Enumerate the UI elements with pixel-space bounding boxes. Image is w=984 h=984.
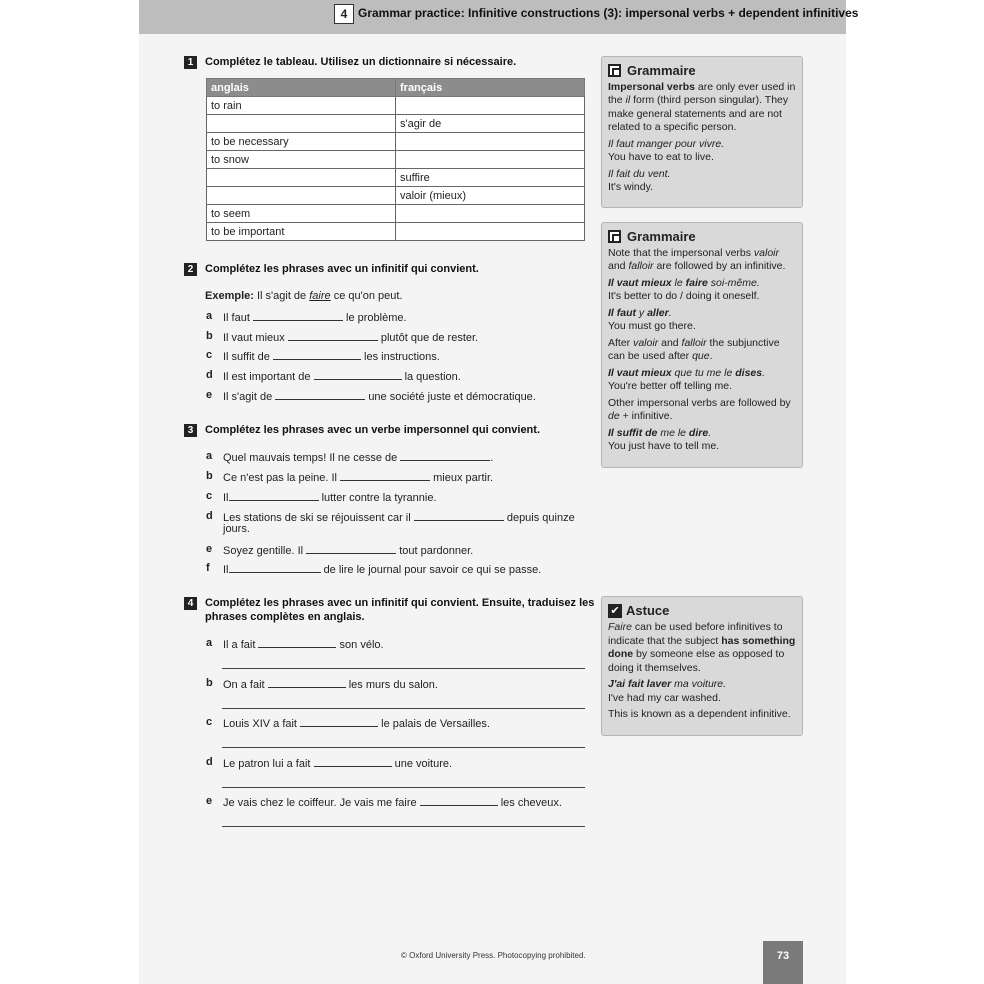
grammar-box-valoir-falloir — [601, 222, 803, 468]
text-fragment: ma voiture. — [671, 678, 727, 690]
grammar-box-impersonal — [601, 56, 803, 208]
exercise-3-number: 3 — [184, 424, 197, 437]
grammar-text — [608, 397, 796, 424]
table-cell[interactable]: to rain — [207, 97, 396, 115]
italic-term: il — [625, 94, 631, 106]
item-text: . — [490, 452, 494, 464]
item-text: Il s'agit de — [223, 391, 273, 403]
astuce-box-header — [608, 604, 796, 618]
answer-blank[interactable] — [420, 795, 498, 806]
item-letter: c — [206, 716, 213, 728]
item-text: Ce n'est pas la peine. Il — [223, 472, 338, 484]
example-english: You have to eat to live. — [608, 151, 714, 163]
bold-term: Impersonal verbs — [608, 80, 695, 93]
item-text: les instructions. — [364, 351, 440, 363]
text-fragment: que tu me le — [671, 366, 736, 379]
translation-line[interactable] — [222, 707, 585, 709]
italic-term: de — [608, 410, 620, 422]
answer-blank[interactable] — [314, 369, 402, 380]
table-header-row — [207, 79, 585, 97]
copyright-notice: © Oxford University Press. Photocopying prohibited. — [401, 951, 586, 960]
answer-blank[interactable] — [414, 510, 504, 521]
bold-term: Il vaut mieux — [608, 366, 672, 379]
item-text: Il a fait — [223, 639, 256, 651]
example-english: It's better to do / doing it oneself. — [608, 290, 760, 302]
example-french — [608, 367, 796, 381]
italic-term: falloir — [628, 260, 654, 272]
column-header-francais: français — [396, 79, 585, 97]
answer-blank[interactable] — [273, 349, 361, 360]
exercise-1-instruction: Complétez le tableau. Utilisez un dictionnaire si nécessaire. — [205, 56, 517, 68]
vocab-table — [206, 78, 585, 241]
bold-term: dire — [688, 426, 709, 439]
table-cell[interactable] — [396, 151, 585, 169]
item-text: les murs du salon. — [348, 679, 438, 691]
italic-term: que — [692, 350, 710, 362]
grammar-box-header — [608, 64, 796, 78]
grammar-text — [608, 247, 796, 274]
item-letter: a — [206, 310, 213, 322]
text-fragment: . — [668, 306, 672, 319]
item-text: Louis XIV a fait — [223, 718, 297, 730]
example-english: You just have to tell me. — [608, 440, 720, 452]
astuce-text — [608, 621, 796, 675]
page-title: Grammar practice: Infinitive constructions (3): impersonal verbs + dependent infinitives — [358, 6, 859, 20]
answer-blank[interactable] — [253, 310, 343, 321]
table-cell[interactable] — [396, 223, 585, 241]
translation-line[interactable] — [222, 825, 585, 827]
grammar-box-header — [608, 230, 796, 244]
item-letter: b — [206, 470, 213, 482]
text-fragment: are only ever used in the — [608, 80, 796, 106]
text-fragment: . — [762, 366, 766, 379]
bold-term: dises — [735, 366, 763, 379]
answer-blank[interactable] — [300, 716, 378, 727]
item-letter: e — [206, 389, 213, 401]
grammar-icon — [608, 230, 621, 243]
example-french — [608, 277, 796, 291]
table-cell[interactable] — [207, 169, 396, 187]
example-french — [608, 138, 796, 152]
item-text: lutter contre la tyrannie. — [321, 492, 437, 504]
table-row — [207, 205, 585, 223]
example-french — [608, 168, 796, 182]
example-french — [608, 427, 796, 441]
text-fragment: Note that the impersonal verbs — [608, 246, 754, 259]
example-french — [608, 307, 796, 321]
table-cell[interactable]: to be necessary — [207, 133, 396, 151]
italic-term: Faire — [608, 621, 632, 633]
answer-blank[interactable] — [400, 450, 490, 461]
text-fragment: Other impersonal verbs are followed by — [608, 396, 791, 409]
item-letter: a — [206, 637, 213, 649]
exercise-2-example — [205, 290, 402, 302]
item-text: Quel mauvais temps! Il ne cesse de — [223, 452, 398, 464]
worksheet-page — [139, 0, 859, 984]
answer-blank[interactable] — [268, 677, 346, 688]
bold-term: J'ai fait laver — [608, 678, 672, 690]
item-text: les cheveux. — [500, 797, 562, 809]
item-letter: f — [206, 562, 210, 574]
item-text: Je vais chez le coiffeur. Je vais me faire — [223, 797, 417, 809]
instruction-line: Complétez les phrases avec un infinitif qui convient. Ensuite, traduisez les — [205, 597, 595, 609]
table-cell[interactable]: suffire — [396, 169, 585, 187]
answer-blank[interactable] — [314, 756, 392, 767]
item-letter: d — [206, 510, 213, 522]
answer-blank[interactable] — [229, 562, 321, 573]
item-text: Soyez gentille. Il — [223, 545, 304, 557]
text-fragment: . — [708, 426, 712, 439]
example-french — [608, 678, 796, 692]
example-english: I've had my car washed. — [608, 691, 721, 704]
text-fragment: and — [608, 260, 629, 272]
text-fragment: soi-même. — [707, 276, 760, 289]
item-text: plutôt que de rester. — [380, 332, 479, 344]
item-text: Il — [223, 564, 229, 576]
text-fragment: le — [671, 276, 686, 289]
exercise-3-instruction: Complétez les phrases avec un verbe impersonnel qui convient. — [205, 424, 540, 436]
unit-number: 4 — [334, 4, 354, 24]
item-text: le palais de Versailles. — [381, 718, 490, 730]
item-text: de lire le journal pour savoir ce qui se passe. — [323, 564, 542, 576]
item-text: Il suffit de — [223, 351, 270, 363]
grammar-icon — [608, 64, 621, 77]
page-number: 73 — [763, 941, 803, 984]
item-text: la question. — [404, 371, 461, 383]
text-fragment: . — [709, 350, 713, 362]
text-fragment: are followed by an infinitive. — [653, 260, 786, 272]
exercise-2-instruction: Complétez les phrases avec un infinitif qui convient. — [205, 263, 479, 275]
item-letter: c — [206, 349, 213, 361]
checkmark-icon: ✔ — [608, 604, 622, 618]
item-text: tout pardonner. — [399, 545, 474, 557]
item-letter: b — [206, 677, 213, 689]
italic-term: valoir — [753, 246, 780, 259]
text-fragment: the subjunctive can be used after — [608, 336, 780, 362]
item-text: Il est important de — [223, 371, 311, 383]
text-fragment: Il fait du vent. — [608, 167, 671, 180]
answer-blank[interactable] — [340, 470, 430, 481]
table-row — [207, 187, 585, 205]
item-text: une voiture. — [394, 758, 453, 770]
item-letter: d — [206, 756, 213, 768]
answer-blank[interactable] — [229, 490, 319, 501]
example-english: It's windy. — [608, 181, 653, 193]
answer-blank[interactable] — [306, 543, 396, 554]
text-fragment: and — [658, 336, 682, 349]
item-letter: b — [206, 330, 213, 342]
answer-blank[interactable] — [258, 637, 336, 648]
item-letter: d — [206, 369, 213, 381]
table-cell[interactable]: s'agir de — [396, 115, 585, 133]
example-english: You're better off telling me. — [608, 380, 733, 392]
bold-term: aller — [647, 306, 669, 319]
item-text: une société juste et démocratique. — [368, 391, 536, 403]
bold-term: Il faut — [608, 306, 636, 319]
item-letter: a — [206, 450, 213, 462]
item-text: Il vaut mieux — [223, 332, 285, 344]
table-cell[interactable] — [396, 97, 585, 115]
example-answer: faire — [309, 290, 331, 302]
table-cell[interactable] — [207, 115, 396, 133]
exercise-4-number: 4 — [184, 597, 197, 610]
table-row — [207, 97, 585, 115]
translation-line[interactable] — [222, 667, 585, 669]
item-text: Les stations de ski se réjouissent car il — [223, 512, 411, 524]
table-cell[interactable] — [396, 133, 585, 151]
table-cell[interactable]: to be important — [207, 223, 396, 241]
text-fragment: by someone else as opposed to doing it themselves. — [608, 648, 785, 674]
text-fragment: can be used before infinitives to indicate that the subject — [608, 621, 783, 647]
italic-term: falloir — [681, 336, 707, 349]
item-letter: e — [206, 543, 213, 555]
item-text: depuis quinze — [506, 512, 575, 524]
table-cell[interactable]: to snow — [207, 151, 396, 169]
table-row — [207, 115, 585, 133]
item-text: le problème. — [346, 312, 407, 324]
text-fragment: Il faut manger pour vivre. — [608, 137, 725, 150]
exercise-1-number: 1 — [184, 56, 197, 69]
instruction-line: phrases complètes en anglais. — [205, 611, 365, 623]
astuce-box-title: Astuce — [626, 603, 670, 619]
bold-term: Il vaut mieux — [608, 276, 672, 289]
example-pre: Il s'agit de — [256, 290, 307, 302]
text-fragment: After — [608, 336, 634, 349]
table-row — [207, 223, 585, 241]
bold-term: Il suffit de — [608, 426, 658, 439]
text-fragment: form (third person singular). They make general statements and are not related to a specific person. — [608, 94, 789, 133]
item-letter: c — [206, 490, 213, 502]
table-cell[interactable] — [207, 187, 396, 205]
table-cell[interactable]: valoir (mieux) — [396, 187, 585, 205]
page-header — [139, 0, 859, 34]
answer-blank[interactable] — [275, 389, 365, 400]
text-fragment: me le — [657, 426, 689, 439]
column-header-anglais: anglais — [207, 79, 396, 97]
astuce-box — [601, 596, 803, 736]
item-text: mieux partir. — [433, 472, 494, 484]
bold-term: has something done — [608, 634, 796, 660]
example-english: You must go there. — [608, 320, 696, 332]
answer-blank[interactable] — [288, 330, 378, 341]
example-label: Exemple: — [205, 290, 254, 302]
item-letter: e — [206, 795, 213, 807]
translation-line[interactable] — [222, 786, 585, 788]
item-text: son vélo. — [339, 639, 384, 651]
item-text: Il — [223, 492, 229, 504]
table-row — [207, 151, 585, 169]
item-text: jours. — [223, 523, 250, 535]
table-row — [207, 133, 585, 151]
bold-term: faire — [685, 276, 708, 289]
exercise-4-instruction — [205, 596, 594, 624]
table-row — [207, 169, 585, 187]
item-text: Le patron lui a fait — [223, 758, 311, 770]
table-cell[interactable] — [396, 205, 585, 223]
astuce-text: This is known as a dependent infinitive. — [608, 708, 791, 720]
translation-line[interactable] — [222, 746, 585, 748]
item-text: On a fait — [223, 679, 265, 691]
grammar-text — [608, 337, 796, 364]
grammar-text — [608, 81, 796, 135]
grammar-box-title: Grammaire — [627, 63, 696, 78]
table-cell[interactable]: to seem — [207, 205, 396, 223]
italic-term: valoir — [633, 336, 659, 349]
example-post: ce qu'on peut. — [333, 290, 403, 302]
grammar-box-title: Grammaire — [627, 229, 696, 244]
item-text: Il faut — [223, 312, 250, 324]
text-fragment: y — [636, 306, 648, 319]
text-fragment: + infinitive. — [619, 410, 673, 422]
exercise-2-number: 2 — [184, 263, 197, 276]
